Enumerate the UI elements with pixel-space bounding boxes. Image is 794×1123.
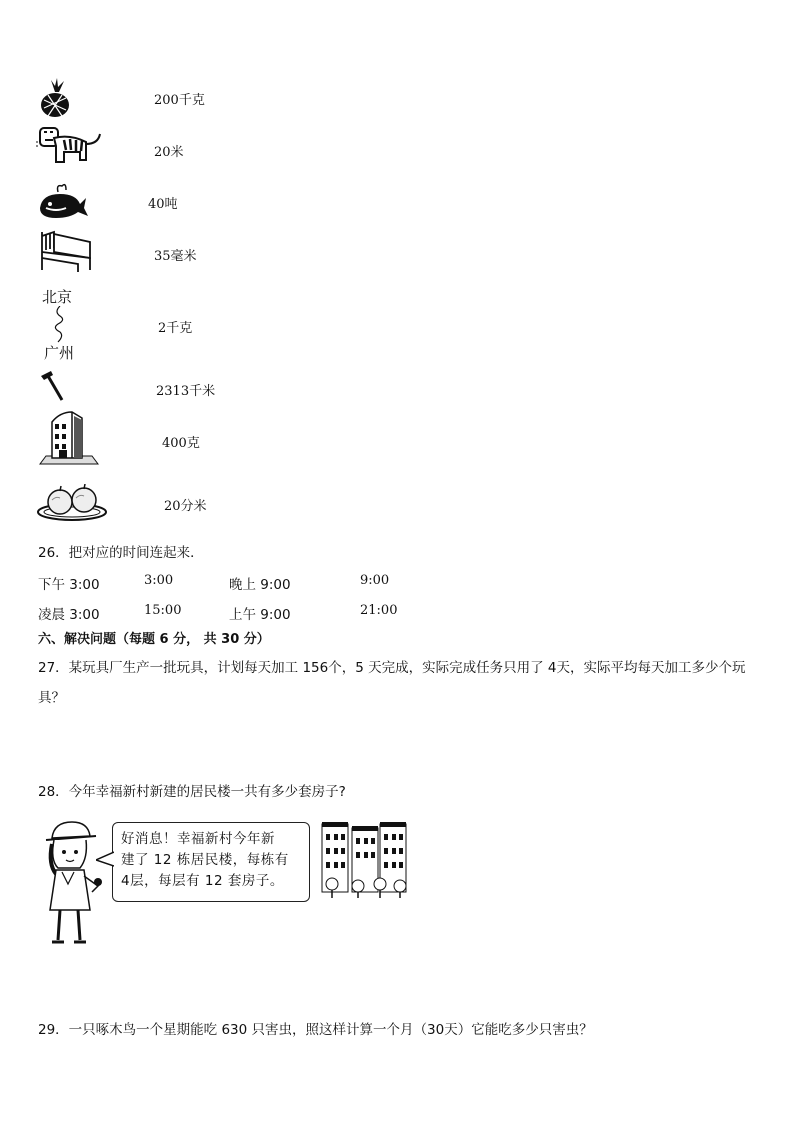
q27-line2: 具？ xyxy=(38,690,65,706)
bubble-line-3: 4层，每层有 12 套房子。 xyxy=(121,873,284,889)
speech-bubble xyxy=(112,822,310,902)
time-right-3: 15:00 xyxy=(144,603,182,618)
matching-label-4: 35毫米 xyxy=(154,249,197,264)
time-left-3: 凌晨 3:00 xyxy=(38,607,100,623)
route-line xyxy=(48,306,72,344)
apple-plate-icon xyxy=(36,484,108,522)
bubble-line-2: 建了 12 栋居民楼，每栋有 xyxy=(121,852,289,868)
matching-label-3: 40吨 xyxy=(148,197,178,212)
building-icon xyxy=(38,410,100,466)
matching-label-1: 200千克 xyxy=(154,93,205,108)
reporter-figure xyxy=(38,814,110,946)
time-left-1: 下午 3:00 xyxy=(38,577,100,593)
time-left-4: 上午 9:00 xyxy=(229,607,291,623)
beijing-guangzhou-map xyxy=(42,286,92,362)
apartment-buildings-icon xyxy=(318,820,410,900)
q27-line1: 27．某玩具厂生产一批玩具，计划每天加工 156个，5 天完成，实际完成任务只用了 4天，实际平均每天加工多少个玩 xyxy=(38,660,746,676)
tiger-icon xyxy=(36,124,102,166)
q28-text: 28．今年幸福新村新建的居民楼一共有多少套房子? xyxy=(38,784,346,800)
pineapple-icon xyxy=(38,78,72,118)
nail-icon xyxy=(40,370,66,402)
whale-icon xyxy=(36,182,88,220)
time-right-2: 9:00 xyxy=(360,573,390,588)
bubble-line-1: 好消息！幸福新村今年新 xyxy=(121,831,275,847)
matching-label-5: 2千克 xyxy=(158,321,193,336)
time-right-4: 21:00 xyxy=(360,603,398,618)
section-6-heading: 六、解决问题（每题 6 分， 共 30 分） xyxy=(38,632,270,647)
map-bottom-label: 广州 xyxy=(44,344,75,362)
q29-text: 29．一只啄木鸟一个星期能吃 630 只害虫，照这样计算一个月（30天）它能吃多少只害虫？ xyxy=(38,1022,593,1038)
map-top-label: 北京 xyxy=(42,288,73,306)
matching-label-2: 20米 xyxy=(154,145,184,160)
bubble-tail xyxy=(96,850,114,870)
matching-label-8: 20分米 xyxy=(164,499,207,514)
q26-title: 26．把对应的时间连起来． xyxy=(38,545,204,561)
matching-label-7: 400克 xyxy=(162,436,200,451)
bed-icon xyxy=(38,228,94,272)
matching-label-6: 2313千米 xyxy=(156,384,216,399)
time-left-2: 晚上 9:00 xyxy=(229,577,291,593)
time-right-1: 3:00 xyxy=(144,573,174,588)
